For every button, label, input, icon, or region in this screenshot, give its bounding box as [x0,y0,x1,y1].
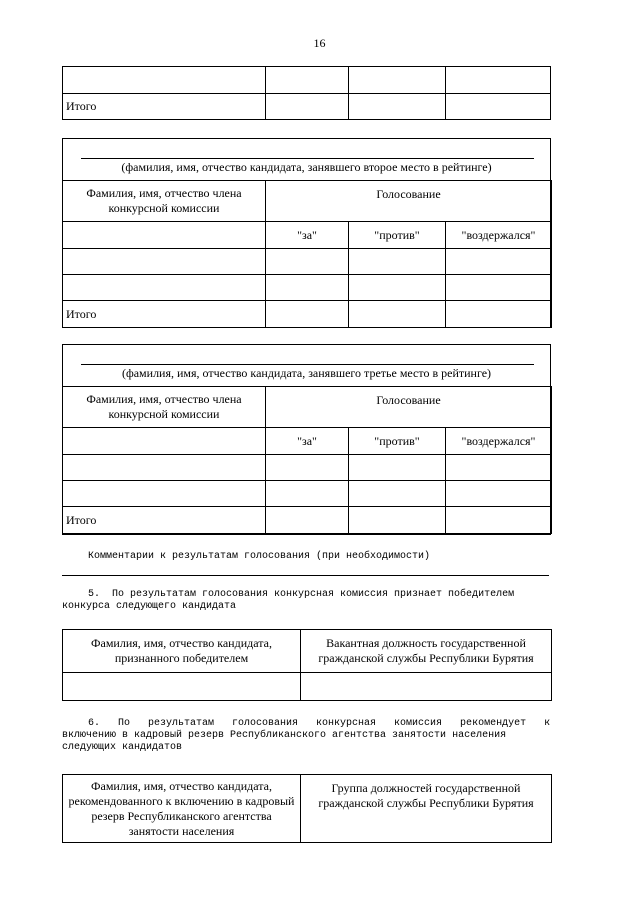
table-cell [446,275,552,301]
table-cell [63,249,266,275]
winner-name-header: Фамилия, имя, отчество кандидата, признанного победителем [63,630,301,673]
member-header: Фамилия, имя, отчество члена конкурсной комиссии [63,181,266,222]
table-cell [349,67,446,94]
page-number: 16 [313,36,326,50]
table-cell [63,222,266,249]
voting-header: Голосование [266,387,552,428]
table-cell [446,455,552,481]
table-cell [266,455,349,481]
col-for: "за" [266,222,349,249]
reserve-table [62,774,552,843]
table-cell [349,481,446,507]
col-against: "против" [349,222,446,249]
candidate-3-caption: (фамилия, имя, отчество кандидата, занявшего третье место в рейтинге) [121,366,492,380]
candidate-3-voting-table [62,386,552,534]
winner-table [62,629,552,701]
candidate-name-line [81,364,534,365]
total-label: Итого [63,94,266,120]
table-cell [446,507,552,534]
table-cell [446,94,551,120]
col-abstain: "воздержался" [446,222,552,249]
table-cell [349,275,446,301]
reserve-candidate-header: Фамилия, имя, отчество кандидата, рекомендованного к включению в кадровый резерв Республиканского агентства занятости населения [63,775,301,843]
vacant-position-header: Вакантная должность государственной гражданской службы Республики Бурятия [301,630,552,673]
table-cell [349,94,446,120]
position-group-header: Группа должностей государственной гражданской службы Республики Бурятия [301,775,552,843]
table-cell [266,301,349,328]
table-cell [349,301,446,328]
total-label: Итого [63,507,266,534]
table-cell [349,507,446,534]
candidate-2-voting-table [62,180,552,328]
candidate-2-block [62,138,551,328]
comments-label: Комментарии к результатам голосования (при необходимости) [88,551,431,562]
item5-line1: 5. По результатам голосования конкурсная комиссия признает победителем [88,589,515,600]
table-cell [266,275,349,301]
table-cell [446,67,551,94]
table-cell [266,249,349,275]
table-cell [63,673,301,701]
table-cell [446,481,552,507]
table-cell [63,67,266,94]
table-cell [446,249,552,275]
voting-header: Голосование [266,181,552,222]
item5-line2: конкурса следующего кандидата [62,601,237,612]
col-against: "против" [349,428,446,455]
top-voting-table [62,66,551,120]
comments-line [62,575,549,576]
table-cell [266,481,349,507]
col-abstain: "воздержался" [446,428,552,455]
item6-line1: 6. По результатам голосования конкурсная комиссия рекомендует к [88,718,551,729]
table-cell [63,481,266,507]
table-cell [266,67,349,94]
table-cell [266,94,349,120]
table-cell [63,428,266,455]
member-header: Фамилия, имя, отчество члена конкурсной комиссии [63,387,266,428]
table-cell [301,673,552,701]
table-cell [349,249,446,275]
item6-line2: включению в кадровый резерв Республиканского агентства занятости населения [62,730,507,741]
candidate-2-caption: (фамилия, имя, отчество кандидата, занявшего второе место в рейтинге) [121,160,492,174]
table-cell [63,455,266,481]
total-label: Итого [63,301,266,328]
col-for: "за" [266,428,349,455]
table-cell [63,275,266,301]
item6-line3: следующих кандидатов [62,742,183,753]
candidate-name-line [81,158,534,159]
table-cell [349,455,446,481]
candidate-3-block [62,344,551,535]
table-cell [266,507,349,534]
table-cell [446,301,552,328]
